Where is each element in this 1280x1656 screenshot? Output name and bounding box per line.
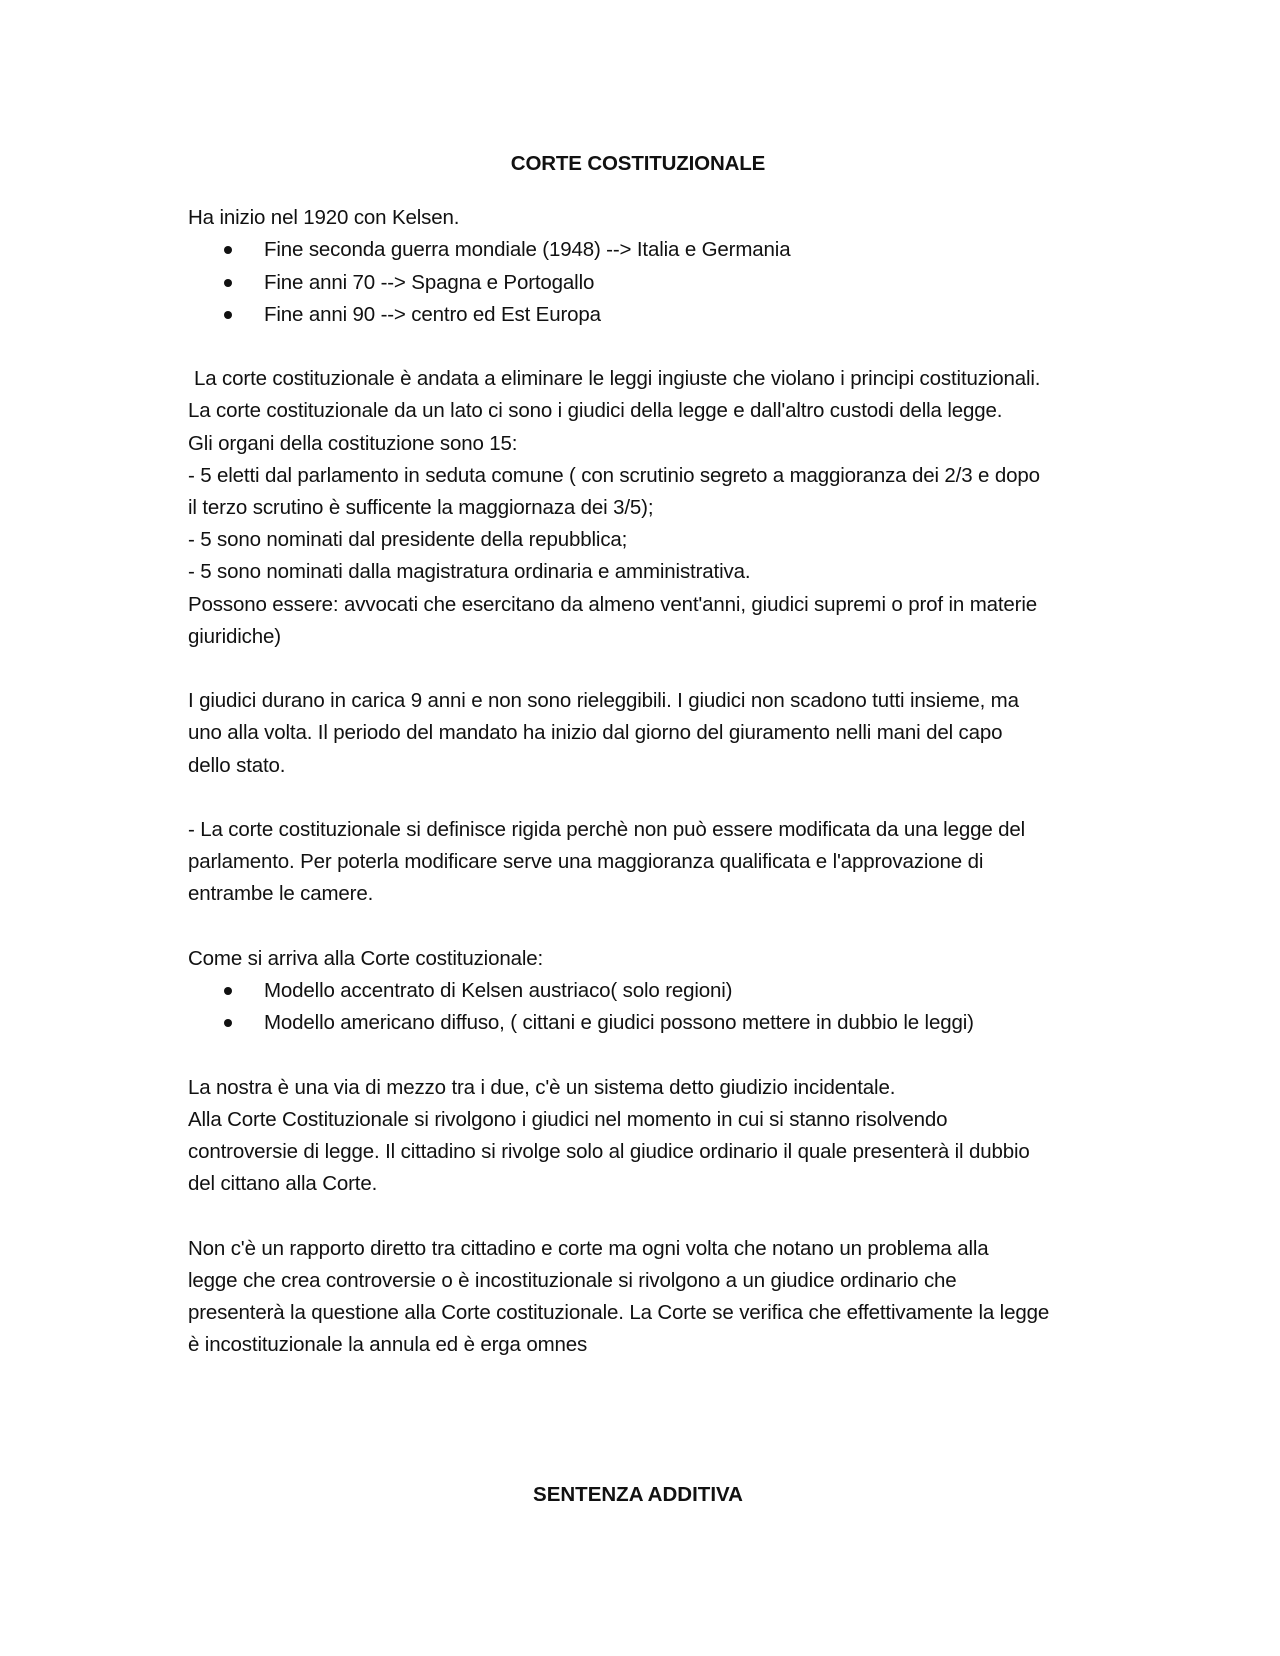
text-line: presenterà la questione alla Corte costituzionale. La Corte se verifica che effettivamente la legge (188, 1301, 1050, 1324)
text-line: I giudici durano in carica 9 anni e non sono rieleggibili. I giudici non scadono tutti insieme, ma (188, 689, 1019, 713)
section-title: SENTENZA ADDITIVA (533, 1482, 743, 1506)
text-line: è incostituzionale la annula ed è erga omnes (188, 1333, 588, 1357)
text-line: Possono essere: avvocati che esercitano da almeno vent'anni, giudici supremi o prof in materie (188, 592, 1038, 616)
text-line: il terzo scrutino è sufficente la maggiornaza dei 3/5); (188, 496, 654, 519)
history-list (188, 234, 1088, 331)
list-item: Modello accentrato di Kelsen austriaco( solo regioni) (188, 975, 1088, 1007)
text-line: - 5 sono nominati dal presidente della repubblica; (188, 528, 628, 552)
text-line: Gli organi della costituzione sono 15: (188, 431, 518, 455)
access-list (188, 975, 1088, 1039)
text-line: - La corte costituzionale si definisce rigida perchè non può essere modificata da una legge del (188, 818, 1026, 841)
list-item: Fine anni 90 --> centro ed Est Europa (188, 299, 1088, 331)
text-line: dello stato. (188, 753, 286, 777)
text-line: - 5 eletti dal parlamento in seduta comune ( con scrutinio segreto a maggioranza dei 2/3 e dopo (188, 463, 1040, 487)
text-line: La corte costituzionale da un lato ci sono i giudici della legge e dall'altro custodi della legge. (188, 399, 1003, 423)
text-line: giuridiche) (188, 624, 281, 648)
text-line: La corte costituzionale è andata a eliminare le leggi ingiuste che violano i principi costituzionali. (194, 367, 1041, 391)
bullet-icon (224, 279, 232, 287)
text-line: legge che crea controversie o è incostituzionale si rivolgono a un giudice ordinario che (188, 1268, 957, 1292)
text-line: uno alla volta. Il periodo del mandato ha inizio dal giorno del giuramento nelli mani del capo (188, 721, 1003, 745)
page-title: CORTE COSTITUZIONALE (510, 152, 766, 175)
access-intro: Come si arriva alla Corte costituzionale: (188, 946, 544, 970)
text-line: La nostra è una via di mezzo tra i due, c'è un sistema detto giudizio incidentale. (188, 1075, 896, 1099)
document-body (188, 148, 1088, 1361)
text-line: Non c'è un rapporto diretto tra cittadino e corte ma ogni volta che notano un problema alla (188, 1236, 989, 1260)
intro-line: Ha inizio nel 1920 con Kelsen. (188, 206, 460, 230)
text-line: parlamento. Per poterla modificare serve una maggioranza qualificata e l'approvazione di (188, 850, 984, 874)
bullet-icon (224, 987, 232, 995)
bullet-icon (224, 246, 232, 254)
text-line: del cittano alla Corte. (188, 1172, 378, 1196)
text-line: controversie di legge. Il cittadino si rivolge solo al giudice ordinario il quale presenterà il dubbio (188, 1140, 1030, 1163)
text-line: Alla Corte Costituzionale si rivolgono i giudici nel momento in cui si stanno risolvendo (188, 1107, 948, 1131)
bullet-icon (224, 311, 232, 319)
list-item: Fine seconda guerra mondiale (1948) --> Italia e Germania (188, 234, 1088, 266)
text-line: entrambe le camere. (188, 882, 374, 906)
list-item: Fine anni 70 --> Spagna e Portogallo (188, 267, 1088, 299)
list-item: Modello americano diffuso, ( cittani e giudici possono mettere in dubbio le leggi) (188, 1007, 1088, 1039)
bullet-icon (224, 1019, 232, 1027)
text-line: - 5 sono nominati dalla magistratura ordinaria e amministrativa. (188, 560, 751, 584)
